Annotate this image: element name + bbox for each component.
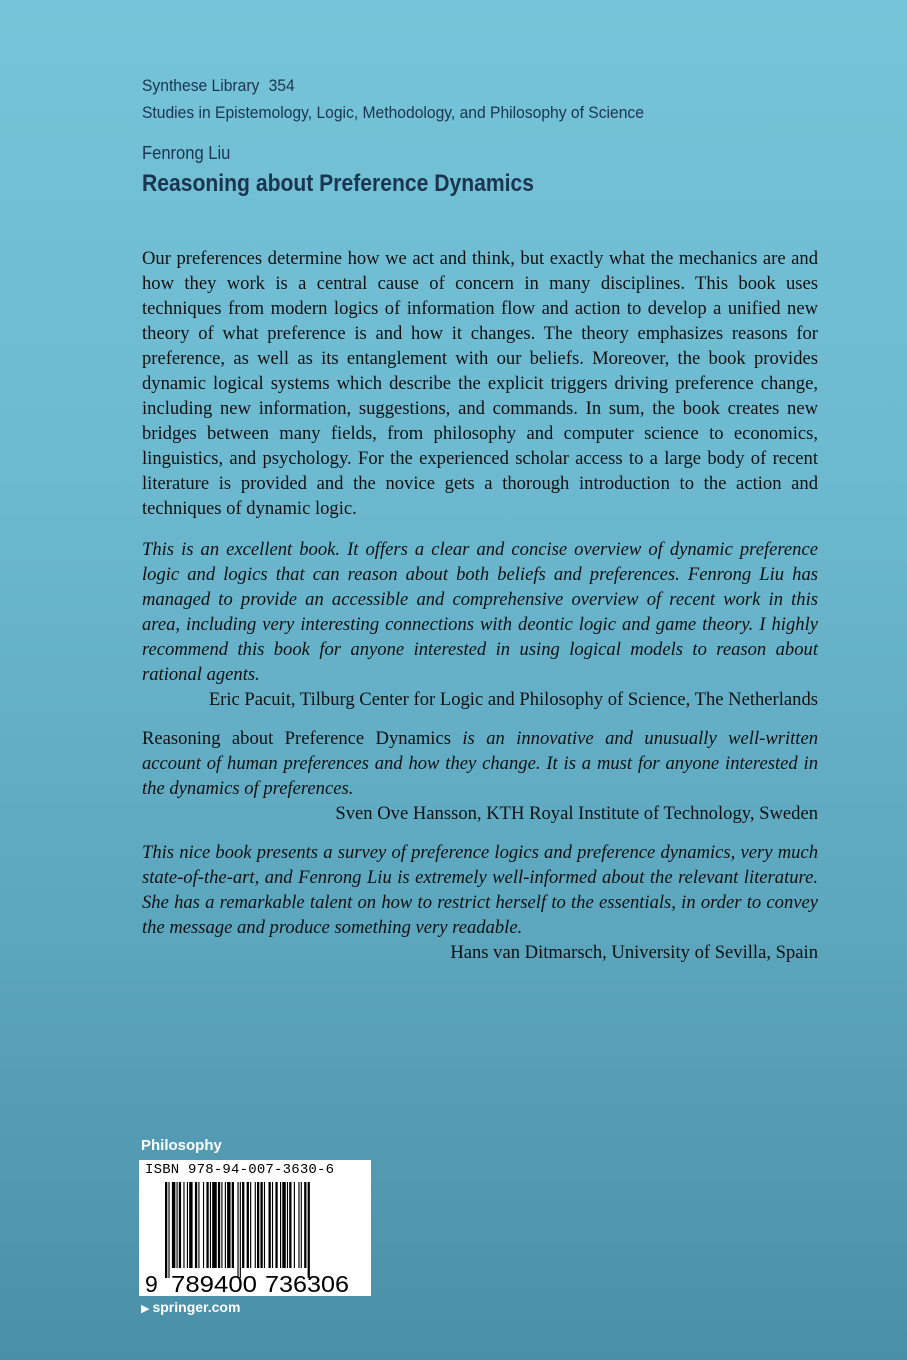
series-number: 354 xyxy=(268,76,295,95)
barcode-bar xyxy=(237,1182,238,1278)
barcode-bar xyxy=(212,1182,217,1268)
publisher-url: springer.com xyxy=(152,1299,241,1315)
barcode-bar xyxy=(206,1182,208,1268)
barcode-bar xyxy=(218,1182,220,1268)
barcode-bar xyxy=(304,1182,306,1268)
review-attribution: Hans van Ditmarsch, University of Sevilla, Spain xyxy=(450,942,818,963)
review-quoted-title: Reasoning about Preference Dynamics xyxy=(142,728,451,749)
barcode-bar xyxy=(301,1182,302,1268)
review-1 xyxy=(142,537,818,712)
barcode-bar xyxy=(257,1182,259,1268)
subject-category: Philosophy xyxy=(141,1137,222,1154)
review-quote: This nice book presents a survey of preference logics and preference dynamics, very much state-of-the-art, and Fenrong Liu is extremely well-informed about the relevant literature. She has a remarkable talent on how to restrict herself to the essentials, in order to convey the message and produce something very readable. xyxy=(142,842,818,938)
barcode-bar xyxy=(289,1182,291,1268)
barcode-bar xyxy=(177,1182,178,1268)
barcode-bar xyxy=(232,1182,234,1268)
barcode-digit-group-2: 736306 xyxy=(265,1271,349,1296)
barcode-bar xyxy=(255,1182,256,1268)
review-quote xyxy=(142,726,818,801)
barcode-bar xyxy=(227,1182,230,1268)
barcode-bar xyxy=(282,1182,285,1268)
barcode-bar xyxy=(275,1182,277,1268)
review-attribution: Sven Ove Hansson, KTH Royal Institute of Technology, Sweden xyxy=(335,803,818,824)
series-heading xyxy=(142,72,644,100)
barcode-digit-lead: 9 xyxy=(145,1271,158,1296)
isbn-barcode xyxy=(139,1160,371,1296)
publisher-link[interactable] xyxy=(141,1299,240,1315)
review-2 xyxy=(142,726,818,826)
review-3 xyxy=(142,840,818,965)
series-info xyxy=(142,72,644,126)
barcode-bar xyxy=(269,1182,271,1268)
arrow-right-icon: ▶ xyxy=(141,1303,150,1315)
barcode-graphic xyxy=(139,1160,371,1296)
barcode-bar xyxy=(280,1182,281,1268)
series-name: Synthese Library xyxy=(142,76,260,95)
barcode-bar xyxy=(187,1182,188,1268)
book-title: Reasoning about Preference Dynamics xyxy=(142,170,535,197)
barcode-digit-group-1: 789400 xyxy=(171,1271,257,1296)
barcode-bar xyxy=(242,1182,244,1268)
barcode-bar xyxy=(203,1182,204,1268)
back-cover-text xyxy=(142,246,818,979)
barcode-bar xyxy=(210,1182,211,1268)
series-subtitle: Studies in Epistemology, Logic, Methodology, and Philosophy of Science xyxy=(142,103,644,122)
review-quote: This is an excellent book. It offers a clear and concise overview of dynamic preference logic and logics that can reason about both beliefs and preferences. Fenrong Liu has managed to provide an accessible and comprehensive overview of recent work in this area, including very interesting connections with deontic logic and game theory. I highly recommend this book for anyone interested in using logical models to reason about rational agents. xyxy=(142,539,818,685)
barcode-bar xyxy=(183,1182,184,1268)
isbn-label: ISBN 978-94-007-3630-6 xyxy=(145,1162,335,1178)
barcode-bar xyxy=(308,1182,310,1278)
barcode-bar xyxy=(298,1182,299,1268)
barcode-bar xyxy=(165,1182,167,1278)
book-blurb: Our preferences determine how we act and think, but exactly what the mechanics are and how they work is a central cause of concern in many disciplines. This book uses techniques from modern logics of information flow and action to develop a unified new theory of what preference is and how it changes. The theory emphasizes reasons for preference, as well as its entanglement with our beliefs. Moreover, the book provides dynamic logical systems which describe the explicit triggers driving preference change, including new information, suggestions, and commands. In sum, the book creates new bridges between many fields, from philosophy and computer science to economics, linguistics, and psychology. For the experienced scholar access to a large body of recent literature is provided and the novice gets a thorough introduction to the action and techniques of dynamic logic. xyxy=(142,248,818,519)
barcode-bar xyxy=(264,1182,265,1268)
barcode-bar xyxy=(168,1182,169,1278)
barcode-bar xyxy=(260,1182,262,1268)
barcode-bar xyxy=(189,1182,192,1268)
barcode-bar xyxy=(240,1182,241,1278)
author-name: Fenrong Liu xyxy=(142,143,231,163)
barcode-bar xyxy=(287,1182,288,1268)
barcode-bar xyxy=(225,1182,226,1268)
review-quote-text: is an innovative and unusually well-written account of human preferences and how they change. It is a must for anyone interested in the dynamics of preferences. xyxy=(142,728,818,799)
barcode-bar xyxy=(272,1182,273,1268)
barcode-bar xyxy=(250,1182,251,1268)
barcode-bar xyxy=(247,1182,249,1268)
barcode-bar xyxy=(294,1182,295,1268)
barcode-bar xyxy=(221,1182,222,1268)
review-attribution: Eric Pacuit, Tilburg Center for Logic and Philosophy of Science, The Netherlands xyxy=(208,689,818,710)
barcode-bar xyxy=(172,1182,175,1268)
barcode-bar xyxy=(195,1182,197,1268)
barcode-bar xyxy=(179,1182,181,1268)
barcode-bar xyxy=(198,1182,199,1268)
